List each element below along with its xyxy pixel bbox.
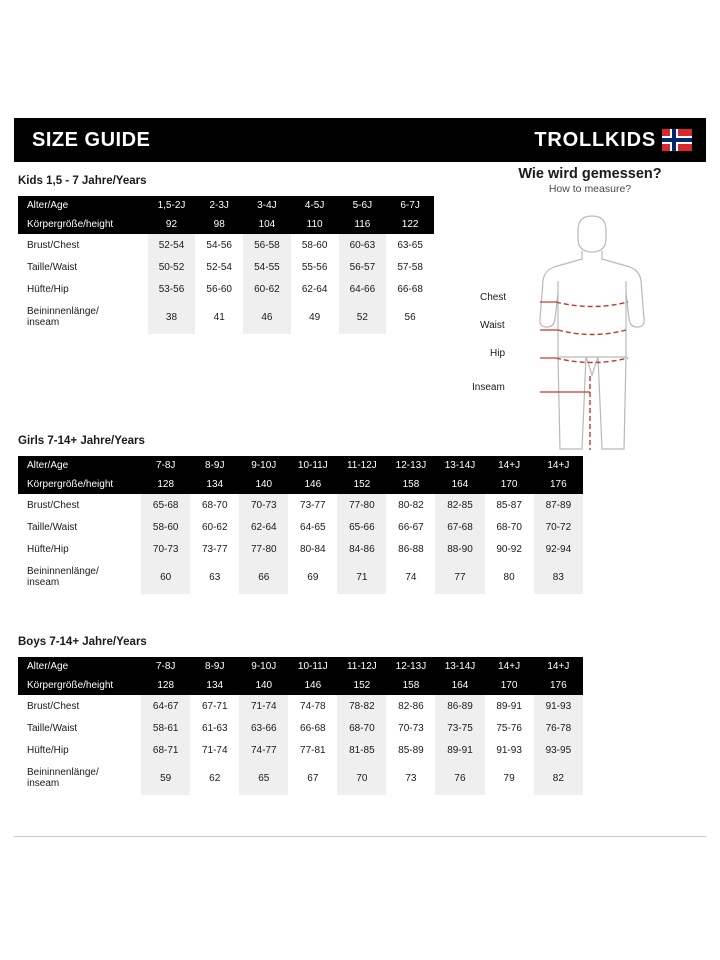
header-cell: 158 — [386, 676, 435, 695]
table-cell: 83 — [534, 560, 583, 594]
header-cell-label: Alter/Age — [18, 196, 148, 215]
header-cell: 8-9J — [190, 657, 239, 676]
table-cell: 54-55 — [243, 256, 291, 278]
table-cell: 89-91 — [435, 739, 484, 761]
header-bar — [14, 118, 706, 162]
table-cell: 52-54 — [148, 234, 196, 256]
table-cell: 70-73 — [141, 538, 190, 560]
header-cell: 11-12J — [337, 657, 386, 676]
table-cell: 76-78 — [534, 717, 583, 739]
measure-title: Wie wird gemessen? — [518, 166, 662, 182]
measure-subtitle: How to measure? — [548, 183, 632, 195]
table-cell: 67-68 — [435, 516, 484, 538]
header-cell: 3-4J — [243, 196, 291, 215]
table-cell: 77-80 — [239, 538, 288, 560]
table-cell: 68-70 — [485, 516, 534, 538]
header-cell-label: Körpergröße/height — [18, 676, 141, 695]
table-cell: 53-56 — [148, 278, 196, 300]
table-row — [18, 717, 583, 739]
header-cell: 10-11J — [288, 657, 337, 676]
table-cell: 80-84 — [288, 538, 337, 560]
table-cell: 58-61 — [141, 717, 190, 739]
table-cell: 73 — [386, 761, 435, 795]
brand-logo — [534, 129, 692, 152]
table-cell: 64-65 — [288, 516, 337, 538]
row-label-line2: inseam — [27, 778, 60, 789]
table-cell: 87-89 — [534, 494, 583, 516]
table-cell: 82-85 — [435, 494, 484, 516]
table-cell: 68-70 — [190, 494, 239, 516]
table-cell: 77 — [435, 560, 484, 594]
table-cell: 68-71 — [141, 739, 190, 761]
table-cell: 58-60 — [291, 234, 339, 256]
table-row — [18, 494, 583, 516]
table-row — [18, 516, 583, 538]
row-label-line2: inseam — [27, 577, 60, 588]
header-cell: 9-10J — [239, 456, 288, 475]
table-cell: 93-95 — [534, 739, 583, 761]
table-cell: 60-62 — [190, 516, 239, 538]
how-to-measure-panel — [470, 166, 710, 456]
table-cell: 62 — [190, 761, 239, 795]
brand-name: TROLLKIDS — [534, 128, 656, 151]
table-cell: 88-90 — [435, 538, 484, 560]
header-cell: 6-7J — [386, 196, 434, 215]
table-cell: 60-62 — [243, 278, 291, 300]
row-label: Brust/Chest — [18, 494, 141, 516]
table-cell: 38 — [148, 300, 196, 334]
table-cell: 55-56 — [291, 256, 339, 278]
table-cell: 74-78 — [288, 695, 337, 717]
section-label-boys: Boys 7-14+ Jahre/Years — [18, 636, 147, 648]
table-cell: 50-52 — [148, 256, 196, 278]
header-cell: 170 — [485, 475, 534, 494]
row-label: Brust/Chest — [18, 695, 141, 717]
header-cell: 7-8J — [141, 456, 190, 475]
header-cell: 146 — [288, 475, 337, 494]
header-cell: 92 — [148, 215, 196, 234]
header-cell: 98 — [195, 215, 243, 234]
row-label — [18, 560, 141, 594]
table-cell: 65-66 — [337, 516, 386, 538]
table-cell: 64-67 — [141, 695, 190, 717]
header-cell: 7-8J — [141, 657, 190, 676]
header-cell-label: Alter/Age — [18, 456, 141, 475]
header-cell: 9-10J — [239, 657, 288, 676]
table-cell: 66 — [239, 560, 288, 594]
table-cell: 77-81 — [288, 739, 337, 761]
table-cell: 62-64 — [239, 516, 288, 538]
table-cell: 66-67 — [386, 516, 435, 538]
table-cell: 82-86 — [386, 695, 435, 717]
table-cell: 65-68 — [141, 494, 190, 516]
bottom-divider — [14, 836, 706, 837]
table-cell: 61-63 — [190, 717, 239, 739]
table-cell: 52 — [339, 300, 387, 334]
table-header-row — [18, 456, 583, 475]
table-cell: 80-82 — [386, 494, 435, 516]
header-cell: 170 — [485, 676, 534, 695]
row-label-line2: inseam — [27, 317, 60, 328]
row-label: Hüfte/Hip — [18, 538, 141, 560]
table-cell: 75-76 — [485, 717, 534, 739]
table-cell: 77-80 — [337, 494, 386, 516]
header-cell-label: Körpergröße/height — [18, 475, 141, 494]
table-cell: 54-56 — [195, 234, 243, 256]
table-cell: 62-64 — [291, 278, 339, 300]
table-cell: 69 — [288, 560, 337, 594]
row-label-line1: Beininnenlänge/ — [27, 305, 99, 317]
header-cell: 176 — [534, 475, 583, 494]
table-header-row — [18, 196, 434, 215]
table-cell: 68-70 — [337, 717, 386, 739]
row-label: Brust/Chest — [18, 234, 148, 256]
table-cell: 63-65 — [386, 234, 434, 256]
table-row — [18, 234, 434, 256]
header-cell: 5-6J — [339, 196, 387, 215]
row-label: Hüfte/Hip — [18, 739, 141, 761]
section-label-kids: Kids 1,5 - 7 Jahre/Years — [18, 175, 147, 187]
table-cell: 73-77 — [288, 494, 337, 516]
table-cell: 86-89 — [435, 695, 484, 717]
size-table-boys — [18, 657, 583, 795]
table-cell: 46 — [243, 300, 291, 334]
table-row — [18, 278, 434, 300]
table-cell: 80 — [485, 560, 534, 594]
size-table-girls — [18, 456, 583, 594]
size-table-kids — [18, 196, 434, 334]
table-cell: 67 — [288, 761, 337, 795]
table-cell: 41 — [195, 300, 243, 334]
table-cell: 65 — [239, 761, 288, 795]
table-cell: 90-92 — [485, 538, 534, 560]
table-cell: 92-94 — [534, 538, 583, 560]
table-cell: 74 — [386, 560, 435, 594]
header-cell: 146 — [288, 676, 337, 695]
table-cell: 74-77 — [239, 739, 288, 761]
header-cell: 10-11J — [288, 456, 337, 475]
header-cell: 134 — [190, 475, 239, 494]
header-cell: 12-13J — [386, 657, 435, 676]
header-cell: 164 — [435, 676, 484, 695]
table-cell: 81-85 — [337, 739, 386, 761]
row-label-line1: Beininnenlänge/ — [27, 766, 99, 778]
table-cell: 63 — [190, 560, 239, 594]
header-cell: 14+J — [485, 657, 534, 676]
table-cell: 71-74 — [239, 695, 288, 717]
table-header-row — [18, 676, 583, 695]
table-cell: 64-66 — [339, 278, 387, 300]
table-cell: 63-66 — [239, 717, 288, 739]
table-cell: 58-60 — [141, 516, 190, 538]
table-cell: 85-87 — [485, 494, 534, 516]
table-cell: 89-91 — [485, 695, 534, 717]
table-cell: 70 — [337, 761, 386, 795]
header-cell: 104 — [243, 215, 291, 234]
table-row — [18, 761, 583, 795]
row-label-line1: Beininnenlänge/ — [27, 565, 99, 577]
table-cell: 85-89 — [386, 739, 435, 761]
table-cell: 82 — [534, 761, 583, 795]
header-cell: 116 — [339, 215, 387, 234]
table-header-row — [18, 215, 434, 234]
header-cell: 110 — [291, 215, 339, 234]
header-cell: 11-12J — [337, 456, 386, 475]
table-header-row — [18, 657, 583, 676]
table-cell: 91-93 — [485, 739, 534, 761]
header-cell: 152 — [337, 475, 386, 494]
header-cell: 8-9J — [190, 456, 239, 475]
body-measurement-diagram — [470, 206, 710, 466]
header-cell-label: Körpergröße/height — [18, 215, 148, 234]
measure-label-chest: Chest — [480, 292, 507, 303]
header-cell: 13-14J — [435, 657, 484, 676]
table-cell: 86-88 — [386, 538, 435, 560]
header-cell: 4-5J — [291, 196, 339, 215]
table-cell: 67-71 — [190, 695, 239, 717]
table-cell: 57-58 — [386, 256, 434, 278]
header-cell: 13-14J — [435, 456, 484, 475]
measure-label-hip: Hip — [490, 348, 506, 359]
table-cell: 70-73 — [386, 717, 435, 739]
header-cell: 134 — [190, 676, 239, 695]
header-cell: 140 — [239, 475, 288, 494]
table-cell: 71-74 — [190, 739, 239, 761]
header-cell: 2-3J — [195, 196, 243, 215]
row-label: Hüfte/Hip — [18, 278, 148, 300]
table-cell: 52-54 — [195, 256, 243, 278]
table-row — [18, 300, 434, 334]
section-label-girls: Girls 7-14+ Jahre/Years — [18, 435, 145, 447]
table-cell: 56-58 — [243, 234, 291, 256]
table-cell: 76 — [435, 761, 484, 795]
table-row — [18, 695, 583, 717]
table-cell: 66-68 — [288, 717, 337, 739]
header-cell: 128 — [141, 475, 190, 494]
header-cell: 140 — [239, 676, 288, 695]
table-cell: 56-57 — [339, 256, 387, 278]
header-cell: 158 — [386, 475, 435, 494]
row-label: Taille/Waist — [18, 516, 141, 538]
header-cell: 128 — [141, 676, 190, 695]
table-cell: 70-72 — [534, 516, 583, 538]
table-header-row — [18, 475, 583, 494]
table-cell: 73-77 — [190, 538, 239, 560]
header-cell: 14+J — [485, 456, 534, 475]
header-cell: 152 — [337, 676, 386, 695]
table-row — [18, 256, 434, 278]
header-cell: 1,5-2J — [148, 196, 196, 215]
table-row — [18, 739, 583, 761]
table-cell: 70-73 — [239, 494, 288, 516]
table-cell: 79 — [485, 761, 534, 795]
header-cell: 14+J — [534, 657, 583, 676]
table-cell: 60-63 — [339, 234, 387, 256]
table-cell: 66-68 — [386, 278, 434, 300]
row-label: Taille/Waist — [18, 717, 141, 739]
table-cell: 71 — [337, 560, 386, 594]
header-cell: 12-13J — [386, 456, 435, 475]
table-cell: 56 — [386, 300, 434, 334]
measure-label-waist: Waist — [480, 320, 505, 331]
table-cell: 56-60 — [195, 278, 243, 300]
table-cell: 91-93 — [534, 695, 583, 717]
table-cell: 60 — [141, 560, 190, 594]
header-cell: 122 — [386, 215, 434, 234]
header-cell: 176 — [534, 676, 583, 695]
table-cell: 84-86 — [337, 538, 386, 560]
table-cell: 49 — [291, 300, 339, 334]
row-label — [18, 300, 148, 334]
table-row — [18, 538, 583, 560]
row-label — [18, 761, 141, 795]
table-cell: 59 — [141, 761, 190, 795]
header-cell: 14+J — [534, 456, 583, 475]
header-cell-label: Alter/Age — [18, 657, 141, 676]
header-cell: 164 — [435, 475, 484, 494]
page-title: SIZE GUIDE — [32, 128, 151, 151]
norwegian-flag-icon — [662, 129, 692, 151]
measure-label-inseam: Inseam — [472, 382, 505, 393]
table-cell: 73-75 — [435, 717, 484, 739]
row-label: Taille/Waist — [18, 256, 148, 278]
table-cell: 78-82 — [337, 695, 386, 717]
table-row — [18, 560, 583, 594]
